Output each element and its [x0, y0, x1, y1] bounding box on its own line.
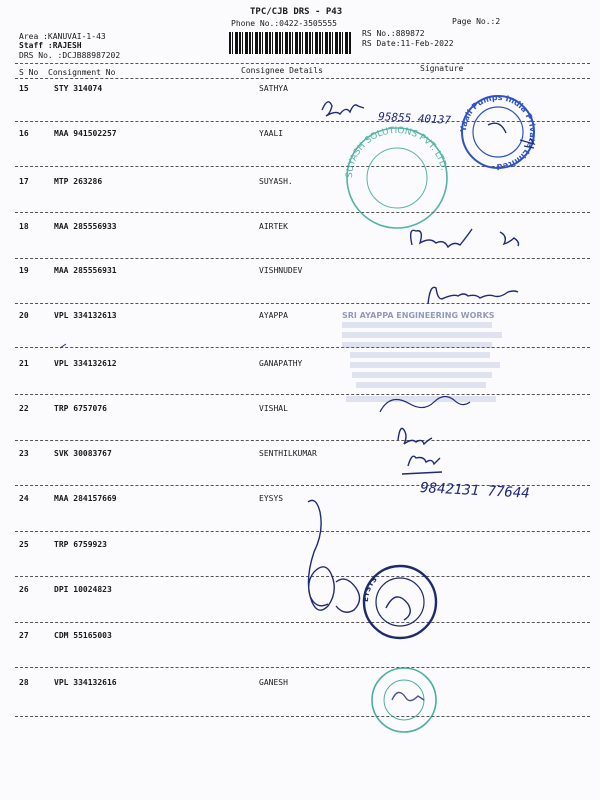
- col-sno: S No: [19, 68, 39, 77]
- row-consignee: SENTHILKUMAR: [259, 449, 317, 458]
- row-consignment: SVK 30083767: [54, 449, 112, 458]
- row-sno: 18: [19, 222, 29, 231]
- row-consignment: MAA 285556933: [54, 222, 117, 231]
- row-consignment: CDM 55165003: [54, 631, 112, 640]
- handwritten-phone: 9842131 77644: [419, 480, 531, 502]
- row-sno: 24: [19, 494, 29, 503]
- row-sno: 28: [19, 678, 29, 687]
- row-consignment: VPL 334132616: [54, 678, 117, 687]
- row-consignee: SATHYA: [259, 84, 288, 93]
- row-consignee: AIRTEK: [259, 222, 288, 231]
- row-sno: 16: [19, 129, 29, 138]
- ganesh-company-stamp: [372, 668, 436, 732]
- row-sno: 20: [19, 311, 29, 320]
- row-sno: 27: [19, 631, 29, 640]
- row-consignment: VPL 334132612: [54, 359, 117, 368]
- handwritten-signature: [322, 102, 364, 116]
- page-number: Page No.:2: [452, 17, 501, 26]
- row-consignment: TRP 6757076: [54, 404, 107, 413]
- row-consignment: MAA 284157669: [54, 494, 117, 503]
- phone-number: Phone No.:0422-3505555: [231, 19, 337, 28]
- staff: Staff :RAJESH: [19, 41, 82, 50]
- row-consignee: VISHAL: [259, 404, 288, 413]
- row-consignment: VPL 334132613: [54, 311, 117, 320]
- row-sno: 17: [19, 177, 29, 186]
- row-consignee: AYAPPA: [259, 311, 288, 320]
- col-consignment: Consignment No: [48, 68, 116, 77]
- sri-ayappa-company-stamp: [342, 311, 502, 402]
- row-consignment: MAA 941502257: [54, 129, 117, 138]
- row-consignee: GANAPATHY: [259, 359, 303, 368]
- row-consignee: VISHNUDEV: [259, 266, 303, 275]
- handwritten-signature: [398, 428, 432, 444]
- row-sno: 22: [19, 404, 29, 413]
- handwritten-signature: [402, 456, 442, 474]
- row-sno: 15: [19, 84, 29, 93]
- row-sno: 25: [19, 540, 29, 549]
- suyash-company-stamp: [345, 126, 448, 228]
- handwritten-phone: 95855 40137: [377, 110, 452, 127]
- col-consignee: Consignee Details: [241, 66, 323, 75]
- col-signature: Signature: [420, 64, 464, 73]
- row-consignee: SUYASH.: [259, 177, 293, 186]
- row-consignment: STY 314074: [54, 84, 103, 93]
- row-consignment: MAA 285556931: [54, 266, 117, 275]
- row-consignee: YAALI: [259, 129, 284, 138]
- row-consignment: TRP 6759923: [54, 540, 107, 549]
- rs-number: RS No.:889872: [362, 29, 425, 38]
- row-sno: 23: [19, 449, 29, 458]
- handwritten-mark: [60, 344, 66, 348]
- row-consignee: GANESH: [259, 678, 288, 687]
- svg-text:EYSYS: EYSYS: [361, 575, 379, 603]
- handwritten-signature: [308, 500, 360, 612]
- row-consignee: EYSYS: [259, 494, 284, 503]
- drs-number: DRS No. :DCJB88987202: [19, 51, 121, 60]
- rs-date: RS Date:11-Feb-2022: [362, 39, 454, 48]
- row-consignment: DPI 10024823: [54, 585, 112, 594]
- row-sno: 26: [19, 585, 29, 594]
- sheet-title: TPC/CJB DRS - P43: [250, 7, 343, 17]
- area: Area :KANUVAI-1-43: [19, 32, 106, 41]
- svg-text:Yaali Pumps India Private Limi: Yaali Pumps India Private Limited: [458, 92, 538, 172]
- row-sno: 21: [19, 359, 29, 368]
- handwritten-signature: [428, 287, 518, 304]
- yaali-company-stamp: [459, 93, 537, 171]
- svg-text:SUYASH SOLUTIONS PVT. LTD.: SUYASH SOLUTIONS PVT. LTD.: [344, 125, 449, 179]
- svg-text:SRI AYAPPA ENGINEERING WORKS: SRI AYAPPA ENGINEERING WORKS: [342, 311, 495, 320]
- eysys-company-stamp: [362, 566, 436, 638]
- handwritten-signature: [411, 229, 519, 247]
- row-sno: 19: [19, 266, 29, 275]
- row-consignment: MTP 263286: [54, 177, 103, 186]
